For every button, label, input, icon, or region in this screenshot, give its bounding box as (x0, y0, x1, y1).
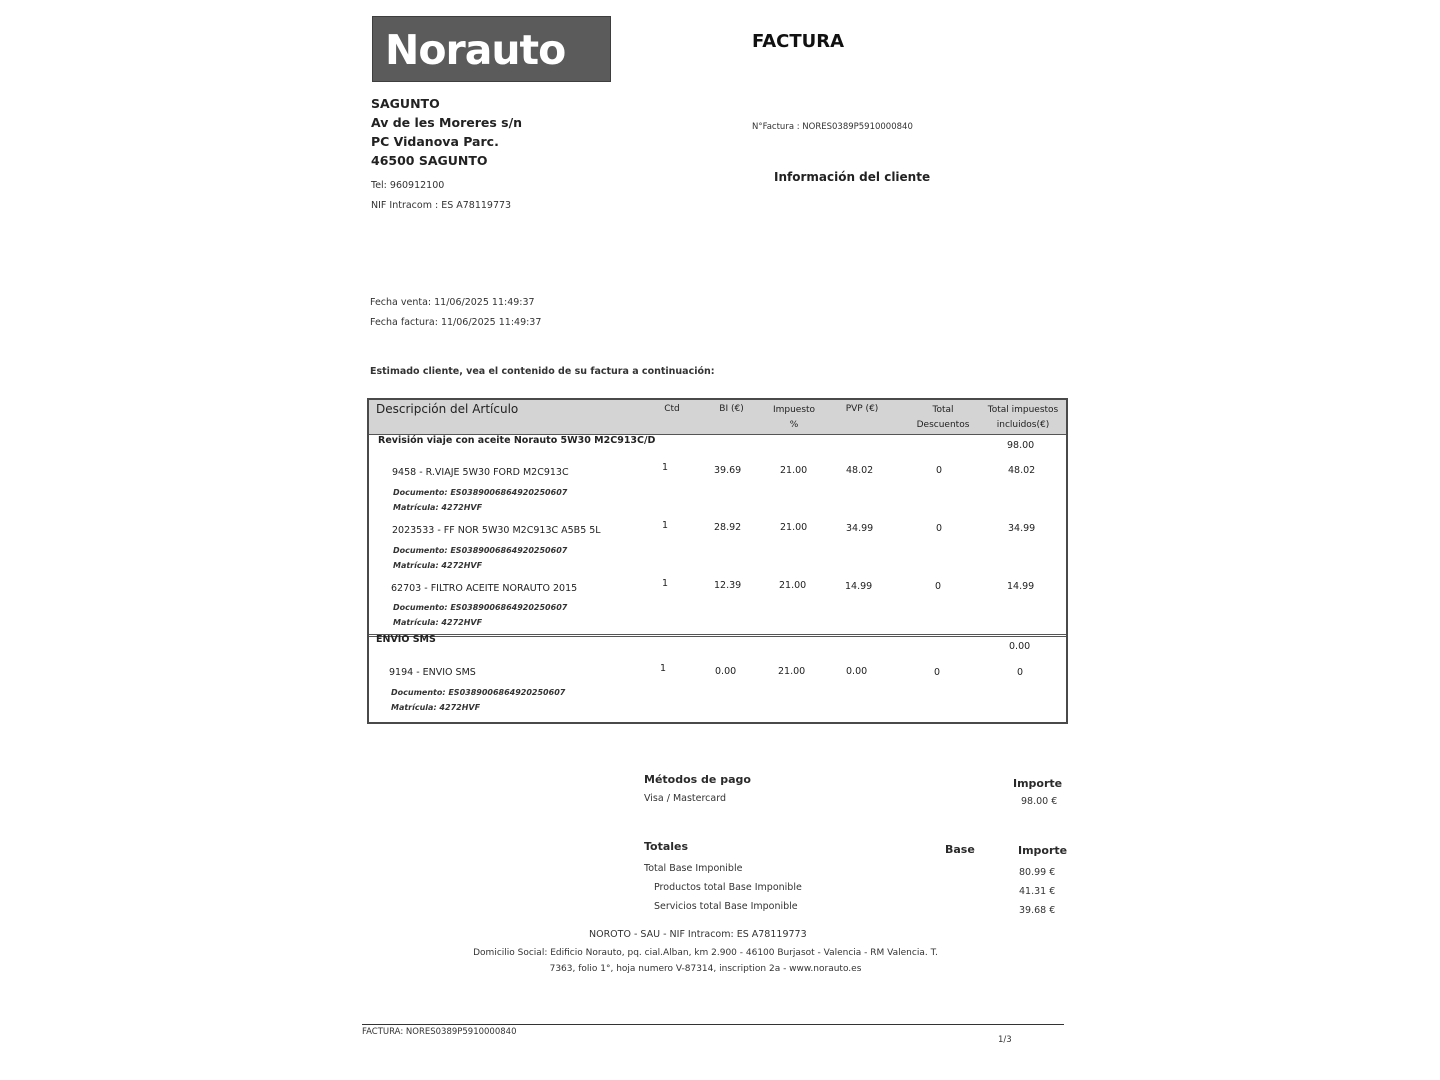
item-documento: Documento: ES0389006864920250607 (393, 546, 568, 555)
total-base-amount: 80.99 € (1019, 867, 1056, 878)
group-total: 0.00 (1009, 641, 1031, 652)
table-header (369, 400, 1066, 435)
store-address-line-1: Av de les Moreres s/n (371, 115, 523, 130)
products-base-label: Productos total Base Imponible (654, 882, 802, 893)
invoice-table (367, 398, 1068, 724)
norauto-logo (372, 16, 611, 82)
footer-divider (362, 1024, 1064, 1025)
item-total: 48.02 (1008, 465, 1036, 476)
payment-amount-header: Importe (1013, 777, 1063, 790)
item-description: 2023533 - FF NOR 5W30 M2C913C A5B5 5L (392, 525, 601, 536)
products-base-amount: 41.31 € (1019, 886, 1056, 897)
item-total: 0 (1017, 667, 1024, 678)
header-bi: BI (€) (719, 404, 744, 414)
totals-title: Totales (644, 840, 689, 853)
header-total (979, 403, 1067, 433)
item-pvp: 0.00 (846, 666, 868, 677)
group-total: 98.00 (1007, 440, 1035, 451)
store-address-line-2: PC Vidanova Parc. (371, 134, 499, 149)
group-title: Revisión viaje con aceite Norauto 5W30 M2C913C/D (378, 435, 656, 446)
item-description: 62703 - FILTRO ACEITE NORAUTO 2015 (391, 583, 578, 594)
item-pvp: 48.02 (846, 465, 874, 476)
item-pvp: 34.99 (846, 523, 874, 534)
header-qty: Ctd (664, 404, 680, 414)
header-tax-line-2: % (789, 420, 799, 430)
item-qty: 1 (662, 578, 669, 589)
item-total: 14.99 (1007, 581, 1035, 592)
item-bi: 28.92 (714, 522, 742, 533)
payment-amount: 98.00 € (1021, 796, 1058, 807)
footer-address-line-1: Domicilio Social: Edificio Norauto, pq. cial.Alban, km 2.900 - 46100 Burjasot - Valencia - RM Valencia. T. (473, 948, 938, 958)
item-tax: 21.00 (780, 522, 808, 533)
services-base-amount: 39.68 € (1019, 905, 1056, 916)
footer-address-line-2: 7363, folio 1°, hoja numero V-87314, inscription 2a - www.norauto.es (549, 964, 862, 974)
logo-text: Norauto (385, 26, 566, 74)
sale-date: Fecha venta: 11/06/2025 11:49:37 (370, 297, 535, 308)
item-bi: 39.69 (714, 465, 742, 476)
intro-text: Estimado cliente, vea el contenido de su factura a continuación: (370, 366, 715, 377)
group-title: ENVIO SMS (376, 634, 436, 645)
header-total-line-2: incluidos(€) (996, 420, 1050, 430)
totals-amount-header: Importe (1018, 844, 1068, 857)
store-nif: NIF Intracom : ES A78119773 (371, 200, 512, 211)
item-matricula: Matrícula: 4272HVF (393, 561, 483, 570)
header-discounts (909, 403, 977, 433)
payment-title: Métodos de pago (644, 773, 751, 786)
item-matricula: Matrícula: 4272HVF (391, 703, 481, 712)
header-description: Descripción del Artículo (376, 402, 519, 416)
invoice-number: N°Factura : NORES0389P5910000840 (752, 122, 913, 132)
item-tax: 21.00 (779, 580, 807, 591)
footer-company: NOROTO - SAU - NIF Intracom: ES A78119773 (589, 929, 807, 940)
document-title: FACTURA (752, 31, 845, 52)
item-bi: 0.00 (715, 666, 737, 677)
invoice-date: Fecha factura: 11/06/2025 11:49:37 (370, 317, 542, 328)
item-documento: Documento: ES0389006864920250607 (393, 488, 568, 497)
item-documento: Documento: ES0389006864920250607 (393, 603, 568, 612)
item-qty: 1 (662, 520, 669, 531)
item-description: 9458 - R.VIAJE 5W30 FORD M2C913C (392, 467, 569, 478)
item-tax: 21.00 (778, 666, 806, 677)
item-qty: 1 (660, 663, 667, 674)
item-description: 9194 - ENVIO SMS (389, 667, 476, 678)
page-number: 1/3 (998, 1035, 1012, 1045)
totals-base-header: Base (945, 843, 975, 856)
item-bi: 12.39 (714, 580, 742, 591)
total-base-label: Total Base Imponible (644, 863, 743, 874)
header-total-line-1: Total impuestos (987, 405, 1059, 415)
store-phone: Tel: 960912100 (371, 180, 445, 191)
client-info-title: Información del cliente (774, 170, 931, 182)
item-documento: Documento: ES0389006864920250607 (391, 688, 566, 697)
header-pvp: PVP (€) (845, 404, 879, 414)
item-total: 34.99 (1008, 523, 1036, 534)
item-discount: 0 (936, 465, 943, 476)
store-address-line-3: 46500 SAGUNTO (371, 153, 488, 168)
item-discount: 0 (936, 523, 943, 534)
item-tax: 21.00 (780, 465, 808, 476)
item-discount: 0 (935, 581, 942, 592)
payment-method: Visa / Mastercard (644, 793, 726, 804)
header-tax-line-1: Impuesto (772, 405, 816, 415)
group-separator (369, 634, 1066, 637)
header-discounts-line-2: Descuentos (916, 420, 970, 430)
item-qty: 1 (662, 462, 669, 473)
item-matricula: Matrícula: 4272HVF (393, 503, 483, 512)
store-name: SAGUNTO (371, 96, 440, 111)
services-base-label: Servicios total Base Imponible (654, 901, 798, 912)
item-discount: 0 (934, 667, 941, 678)
item-matricula: Matrícula: 4272HVF (393, 618, 483, 627)
footer-invoice-ref: FACTURA: NORES0389P5910000840 (362, 1027, 517, 1037)
header-tax (765, 403, 823, 433)
item-pvp: 14.99 (845, 581, 873, 592)
header-discounts-line-1: Total (932, 405, 954, 415)
